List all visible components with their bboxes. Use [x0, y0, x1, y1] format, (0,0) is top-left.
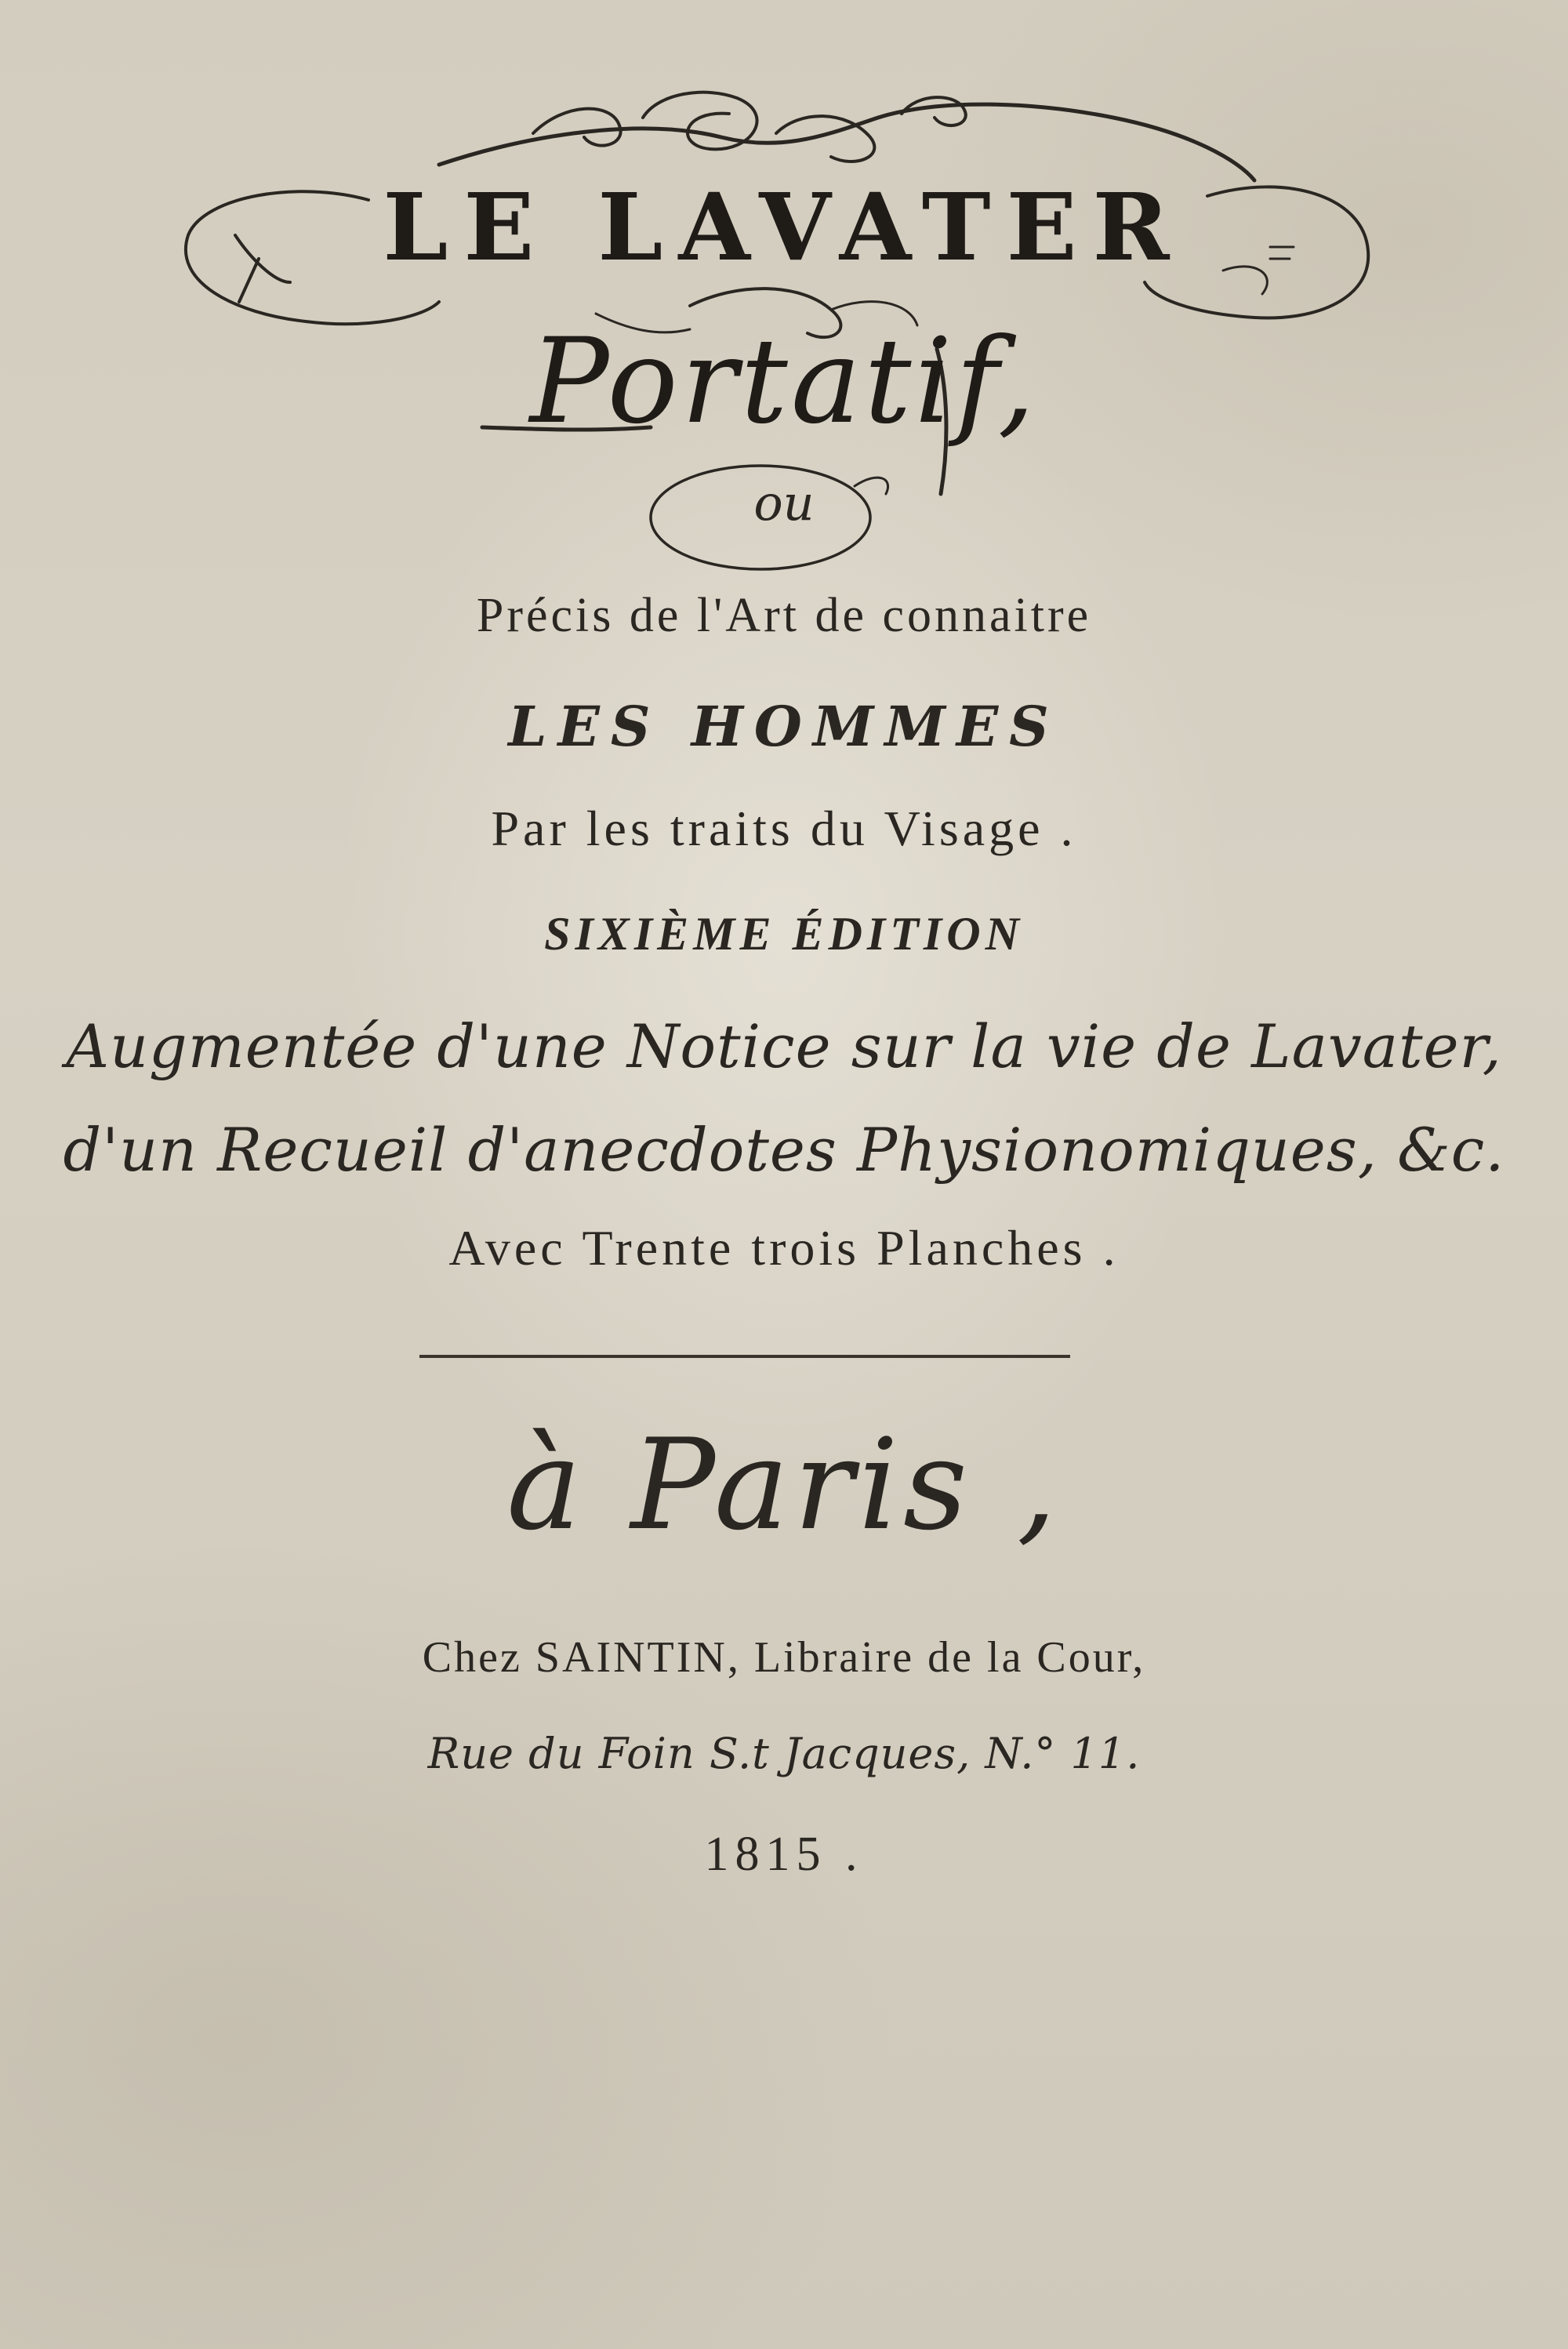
les-hommes-heading: LES HOMMES — [508, 694, 1060, 759]
publisher-line: Chez SAINTIN, Libraire de la Cour, — [422, 1633, 1146, 1682]
place-of-publication: à Paris , — [506, 1411, 1062, 1558]
precis-line: Précis de l'Art de connaitre — [476, 589, 1092, 642]
book-subtitle: Portatif, — [529, 314, 1039, 450]
planches-line: Avec Trente trois Planches . — [448, 1220, 1120, 1276]
recueil-line: d'un Recueil d'anecdotes Physionomiques, &c. — [63, 1115, 1505, 1185]
divider-rule — [419, 1355, 1070, 1358]
publisher-address: Rue du Foin S.t Jacques, N.° 11. — [427, 1729, 1141, 1778]
edition-statement: SIXIÈME ÉDITION — [544, 908, 1024, 960]
book-title: LE LAVATER — [383, 172, 1185, 281]
conjunction-ou: ou — [753, 474, 815, 532]
augmentee-line: Augmentée d'une Notice sur la vie de Lavater, — [66, 1011, 1502, 1081]
visage-line: Par les traits du Visage . — [491, 801, 1077, 856]
publication-year: 1815 . — [704, 1828, 864, 1881]
